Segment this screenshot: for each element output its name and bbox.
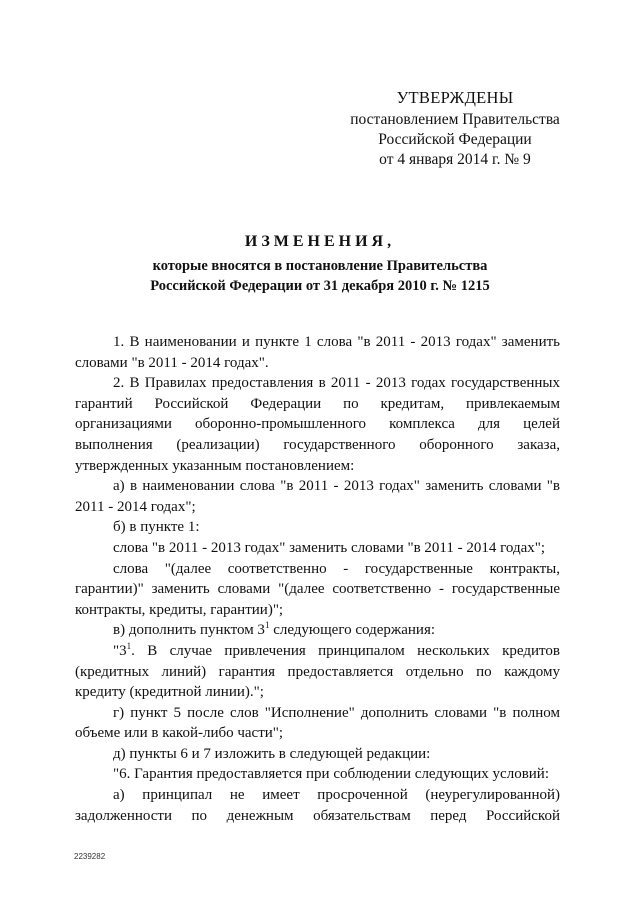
paragraph-12: а) принципал не имеет просроченной (неурегулированной) задолженности по денежным обязательствам перед Российской (75, 787, 560, 824)
paragraph-8-text: "3 (113, 642, 127, 659)
approval-block (330, 88, 580, 170)
approval-heading: УТВЕРЖДЕНЫ (396, 88, 514, 107)
paragraph-10: д) пункты 6 и 7 изложить в следующей редакции: (113, 745, 431, 762)
paragraph-8-superscript: 1 (126, 640, 132, 651)
paragraph-7 (75, 620, 560, 641)
paragraph-7-superscript: 1 (264, 620, 270, 631)
paragraph-8-tail: . В случае привлечения принципалом нескольких кредитов (кредитных линий) гарантия предоставляется отдельно по каждому кредиту (кредитной линии)."; (75, 642, 560, 701)
subtitle-line-2: Российской Федерации от 31 декабря 2010 г. № 1215 (150, 278, 490, 294)
paragraph-6: слова "(далее соответственно - государственные контракты, гарантии)" заменить словами "(далее соответственно - государственные контракты, кредиты, гарантии)"; (75, 560, 560, 618)
paragraph-9: г) пункт 5 после слов "Исполнение" дополнить словами "в полном объеме или в какой-либо части"; (75, 704, 560, 742)
approval-line-2: Российской Федерации (378, 131, 532, 148)
paragraph-7-text: в) дополнить пунктом 3 (113, 622, 265, 639)
approval-line-1: постановлением Правительства (350, 111, 560, 128)
approval-line-3: от 4 января 2014 г. № 9 (379, 151, 531, 168)
document-body (75, 332, 560, 826)
document-title: ИЗМЕНЕНИЯ, (244, 233, 396, 250)
paragraph-11: "6. Гарантия предоставляется при соблюдении следующих условий: (113, 766, 550, 783)
paragraph-2: 2. В Правилах предоставления в 2011 - 2013 годах государственных гарантий Российской Федерации по кредитам, привлекаемым организациями оборонно-промышленного комплекса для целей выполнения (реализации) государственного оборонного заказа, утвержденных указанным постановлением: (75, 375, 560, 474)
paragraph-3: а) в наименовании слова "в 2011 - 2013 годах" заменить словами "в 2011 - 2014 годах"; (75, 478, 560, 515)
document-number: 2239282 (74, 852, 106, 861)
paragraph-4: б) в пункте 1: (113, 519, 200, 536)
document-subtitle (0, 256, 640, 296)
paragraph-8 (75, 641, 560, 703)
paragraph-1: 1. В наименовании и пункте 1 слова "в 2011 - 2013 годах" заменить словами "в 2011 - 2014 годах". (75, 334, 560, 371)
subtitle-line-1: которые вносятся в постановление Правительства (152, 258, 488, 274)
paragraph-5: слова "в 2011 - 2013 годах" заменить словами "в 2011 - 2014 годах"; (113, 539, 546, 556)
paragraph-7-tail: следующего содержания: (269, 622, 436, 639)
